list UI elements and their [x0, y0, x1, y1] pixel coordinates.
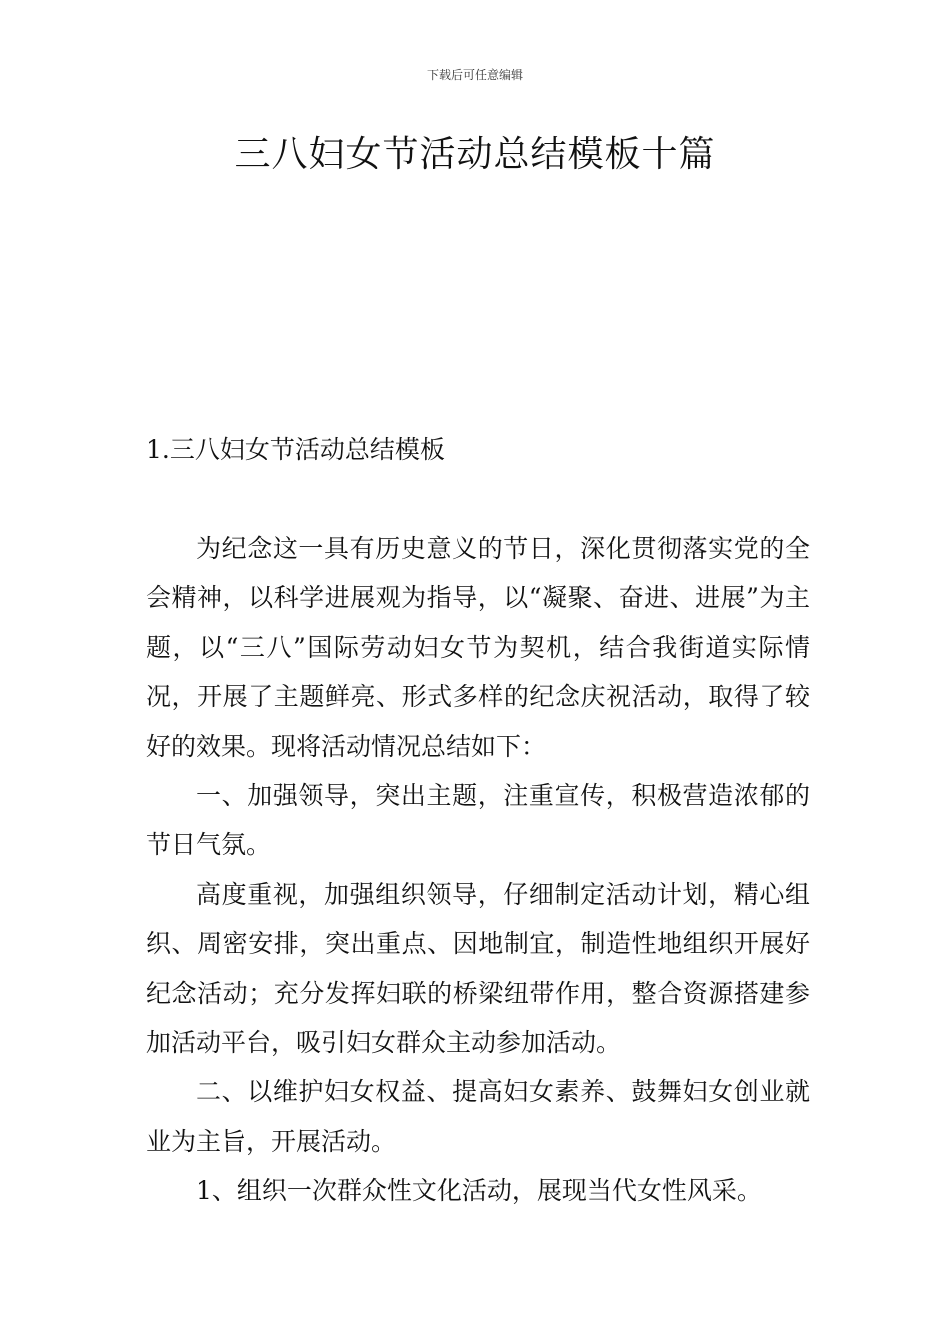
document-title: 三八妇女节活动总结模板十篇 [234, 134, 716, 175]
paragraph: 为纪念这一具有历史意义的节日，深化贯彻落实党的全会精神，以科学进展观为指导，以“凝聚、奋进、进展”为主题，以“三八”国际劳动妇女节为契机，结合我街道实际情况，开展了主题鲜亮、形式多样的纪念庆祝活动，取得了较好的效果。现将活动情况总结如下： [146, 534, 810, 761]
body-text [146, 524, 810, 1216]
paragraph: 1、组织一次群众性文化活动，展现当代女性风采。 [196, 1176, 762, 1206]
section-heading: 1.三八妇女节活动总结模板 [146, 435, 445, 464]
paragraph: 二、以维护妇女权益、提高妇女素养、鼓舞妇女创业就业为主旨，开展活动。 [146, 1077, 810, 1156]
paragraph: 一、加强领导，突出主题，注重宣传，积极营造浓郁的节日气氛。 [146, 781, 810, 860]
paragraph: 高度重视，加强组织领导，仔细制定活动计划，精心组织、周密安排，突出重点、因地制宜，制造性地组织开展好纪念活动；充分发挥妇联的桥梁纽带作用，整合资源搭建参加活动平台，吸引妇女群众主动参加活动。 [146, 879, 810, 1058]
header-note: 下载后可任意编辑 [426, 68, 523, 82]
